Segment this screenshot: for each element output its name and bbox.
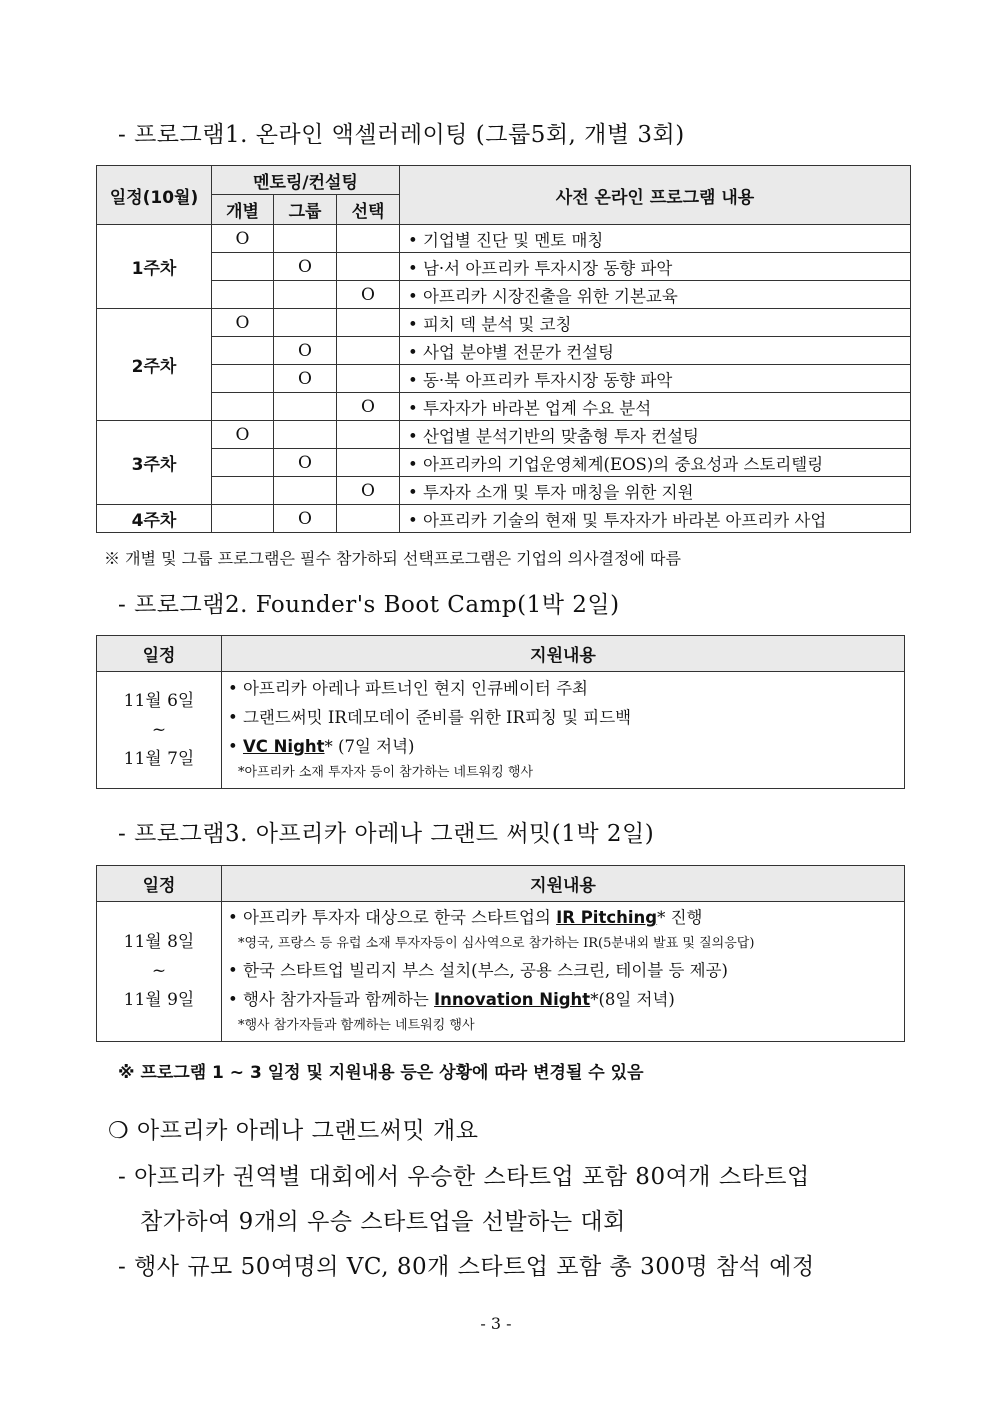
program-content: • 남·서 아프리카 투자시장 동향 파악 [400, 253, 911, 281]
week-label: 2주차 [97, 309, 212, 421]
mark-optional [337, 225, 400, 253]
table-row [97, 505, 911, 533]
mark-group: O [274, 253, 337, 281]
table-row [97, 365, 911, 393]
mark-optional [337, 365, 400, 393]
table-row [97, 337, 911, 365]
mark-group [274, 421, 337, 449]
table-row [97, 449, 911, 477]
mark-individual: O [212, 309, 274, 337]
p2-line3-suffix: * (7일 저녁) [324, 737, 415, 756]
program2-heading: - 프로그램2. Founder's Boot Camp(1박 2일) [118, 592, 620, 618]
week-label: 3주차 [97, 421, 212, 505]
mark-individual: O [212, 225, 274, 253]
mark-optional [337, 505, 400, 533]
mark-individual [212, 449, 274, 477]
p2-dates [97, 672, 222, 789]
col-group: 그룹 [274, 195, 337, 225]
table-row [97, 393, 911, 421]
mark-optional [337, 309, 400, 337]
page-number: - 3 - [480, 1314, 512, 1333]
program-content: • 산업별 분석기반의 맞춤형 투자 컨설팅 [400, 421, 911, 449]
p2-tilde: ~ [151, 719, 167, 740]
notice: ※ 프로그램 1 ~ 3 일정 및 지원내용 등은 상황에 따라 변경될 수 있음 [118, 1063, 644, 1083]
mark-group [274, 477, 337, 505]
p2-date-end: 11월 7일 [123, 748, 195, 769]
program-content: • 사업 분야별 전문가 컨설팅 [400, 337, 911, 365]
program1-heading: - 프로그램1. 온라인 액셀러레이팅 (그룹5회, 개별 3회) [118, 122, 685, 148]
p3-tilde: ~ [151, 961, 167, 981]
p3-line4-prefix: • 행사 참가자들과 함께하는 [228, 990, 435, 1009]
mark-group [274, 309, 337, 337]
table-row [97, 281, 911, 309]
ir-pitching-link: IR Pitching [556, 908, 658, 927]
program-content: • 아프리카의 기업운영체계(EOS)의 중요성과 스토리텔링 [400, 449, 911, 477]
program-content: • 아프리카 기술의 현재 및 투자자가 바라본 아프리카 사업 [400, 505, 911, 533]
p3-content [222, 902, 905, 1042]
p2-line1: • 아프리카 아레나 파트너인 현지 인큐베이터 주최 [228, 679, 588, 698]
p2-line3-prefix: • [228, 737, 243, 756]
p2-line4: *아프리카 소재 투자자 등이 참가하는 네트워킹 행사 [238, 765, 534, 780]
overview-heading: ❍ 아프리카 아레나 그랜드써밋 개요 [108, 1118, 479, 1144]
mark-optional: O [337, 477, 400, 505]
col-individual: 개별 [212, 195, 274, 225]
mark-group: O [274, 449, 337, 477]
overview-bullet1a: - 아프리카 권역별 대회에서 우승한 스타트업 포함 80여개 스타트업 [118, 1164, 810, 1190]
col-content: 사전 온라인 프로그램 내용 [400, 166, 911, 225]
p3-col-schedule: 일정 [97, 866, 222, 902]
p3-line2: *영국, 프랑스 등 유럽 소재 투자자등이 심사역으로 참가하는 IR(5분내외 발표 및 질의응답) [238, 936, 755, 951]
col-schedule: 일정(10월) [97, 166, 212, 225]
program-content: • 동·북 아프리카 투자시장 동향 파악 [400, 365, 911, 393]
mark-group: O [274, 337, 337, 365]
mark-group [274, 225, 337, 253]
p3-line5: *행사 참가자들과 함께하는 네트워킹 행사 [238, 1018, 475, 1033]
program-content: • 아프리카 시장진출을 위한 기본교육 [400, 281, 911, 309]
program-content: • 투자자가 바라본 업계 수요 분석 [400, 393, 911, 421]
p2-content [222, 672, 905, 789]
p3-line3: • 한국 스타트업 빌리지 부스 설치(부스, 공용 스크린, 테이블 등 제공) [228, 961, 728, 980]
mark-optional: O [337, 393, 400, 421]
mark-individual [212, 505, 274, 533]
program1-note: ※ 개별 및 그룹 프로그램은 필수 참가하되 선택프로그램은 기업의 의사결정에 따름 [104, 549, 681, 568]
table-row [97, 225, 911, 253]
innovation-night-link: Innovation Night [434, 990, 591, 1009]
overview-bullet2: - 행사 규모 50여명의 VC, 80개 스타트업 포함 총 300명 참석 예정 [118, 1254, 815, 1280]
p2-line2: • 그랜드써밋 IR데모데이 준비를 위한 IR피칭 및 피드백 [228, 708, 632, 727]
p3-line1-suffix: * 진행 [657, 908, 703, 927]
program2-table [96, 635, 905, 789]
p2-col-schedule: 일정 [97, 636, 222, 672]
overview-bullet1b: 참가하여 9개의 우승 스타트업을 선발하는 대회 [140, 1209, 626, 1235]
p3-date-start: 11월 8일 [123, 932, 195, 952]
mark-optional [337, 449, 400, 477]
table-row [97, 421, 911, 449]
mark-individual [212, 337, 274, 365]
p3-line4-suffix: *(8일 저녁) [590, 990, 675, 1009]
mark-individual [212, 281, 274, 309]
table-row [97, 309, 911, 337]
mark-optional [337, 253, 400, 281]
mark-individual [212, 365, 274, 393]
program1-table [96, 165, 911, 533]
week-label: 4주차 [97, 505, 212, 533]
mark-group: O [274, 505, 337, 533]
p3-line1 [228, 903, 904, 932]
p3-dates [97, 902, 222, 1042]
mark-individual: O [212, 421, 274, 449]
program-content: • 피치 덱 분석 및 코칭 [400, 309, 911, 337]
table-row [97, 477, 911, 505]
mark-group [274, 281, 337, 309]
p3-line1-prefix: • 아프리카 투자자 대상으로 한국 스타트업의 [228, 908, 557, 927]
col-optional: 선택 [337, 195, 400, 225]
p2-col-content: 지원내용 [222, 636, 905, 672]
mark-optional [337, 337, 400, 365]
mark-optional: O [337, 281, 400, 309]
p2-line3 [228, 732, 904, 761]
p3-col-content: 지원내용 [222, 866, 905, 902]
mark-group [274, 393, 337, 421]
program-content: • 투자자 소개 및 투자 매칭을 위한 지원 [400, 477, 911, 505]
table-row [97, 253, 911, 281]
p3-line4 [228, 985, 904, 1014]
p2-date-start: 11월 6일 [123, 690, 195, 711]
program3-heading: - 프로그램3. 아프리카 아레나 그랜드 써밋(1박 2일) [118, 821, 655, 847]
program3-table [96, 865, 905, 1042]
mark-individual [212, 393, 274, 421]
mark-optional [337, 421, 400, 449]
program-content: • 기업별 진단 및 멘토 매칭 [400, 225, 911, 253]
mark-group: O [274, 365, 337, 393]
mark-individual [212, 253, 274, 281]
p3-date-end: 11월 9일 [123, 990, 195, 1010]
week-label: 1주차 [97, 225, 212, 309]
mark-individual [212, 477, 274, 505]
vc-night-link: VC Night [242, 737, 325, 756]
col-mentoring: 멘토링/컨설팅 [212, 166, 400, 195]
